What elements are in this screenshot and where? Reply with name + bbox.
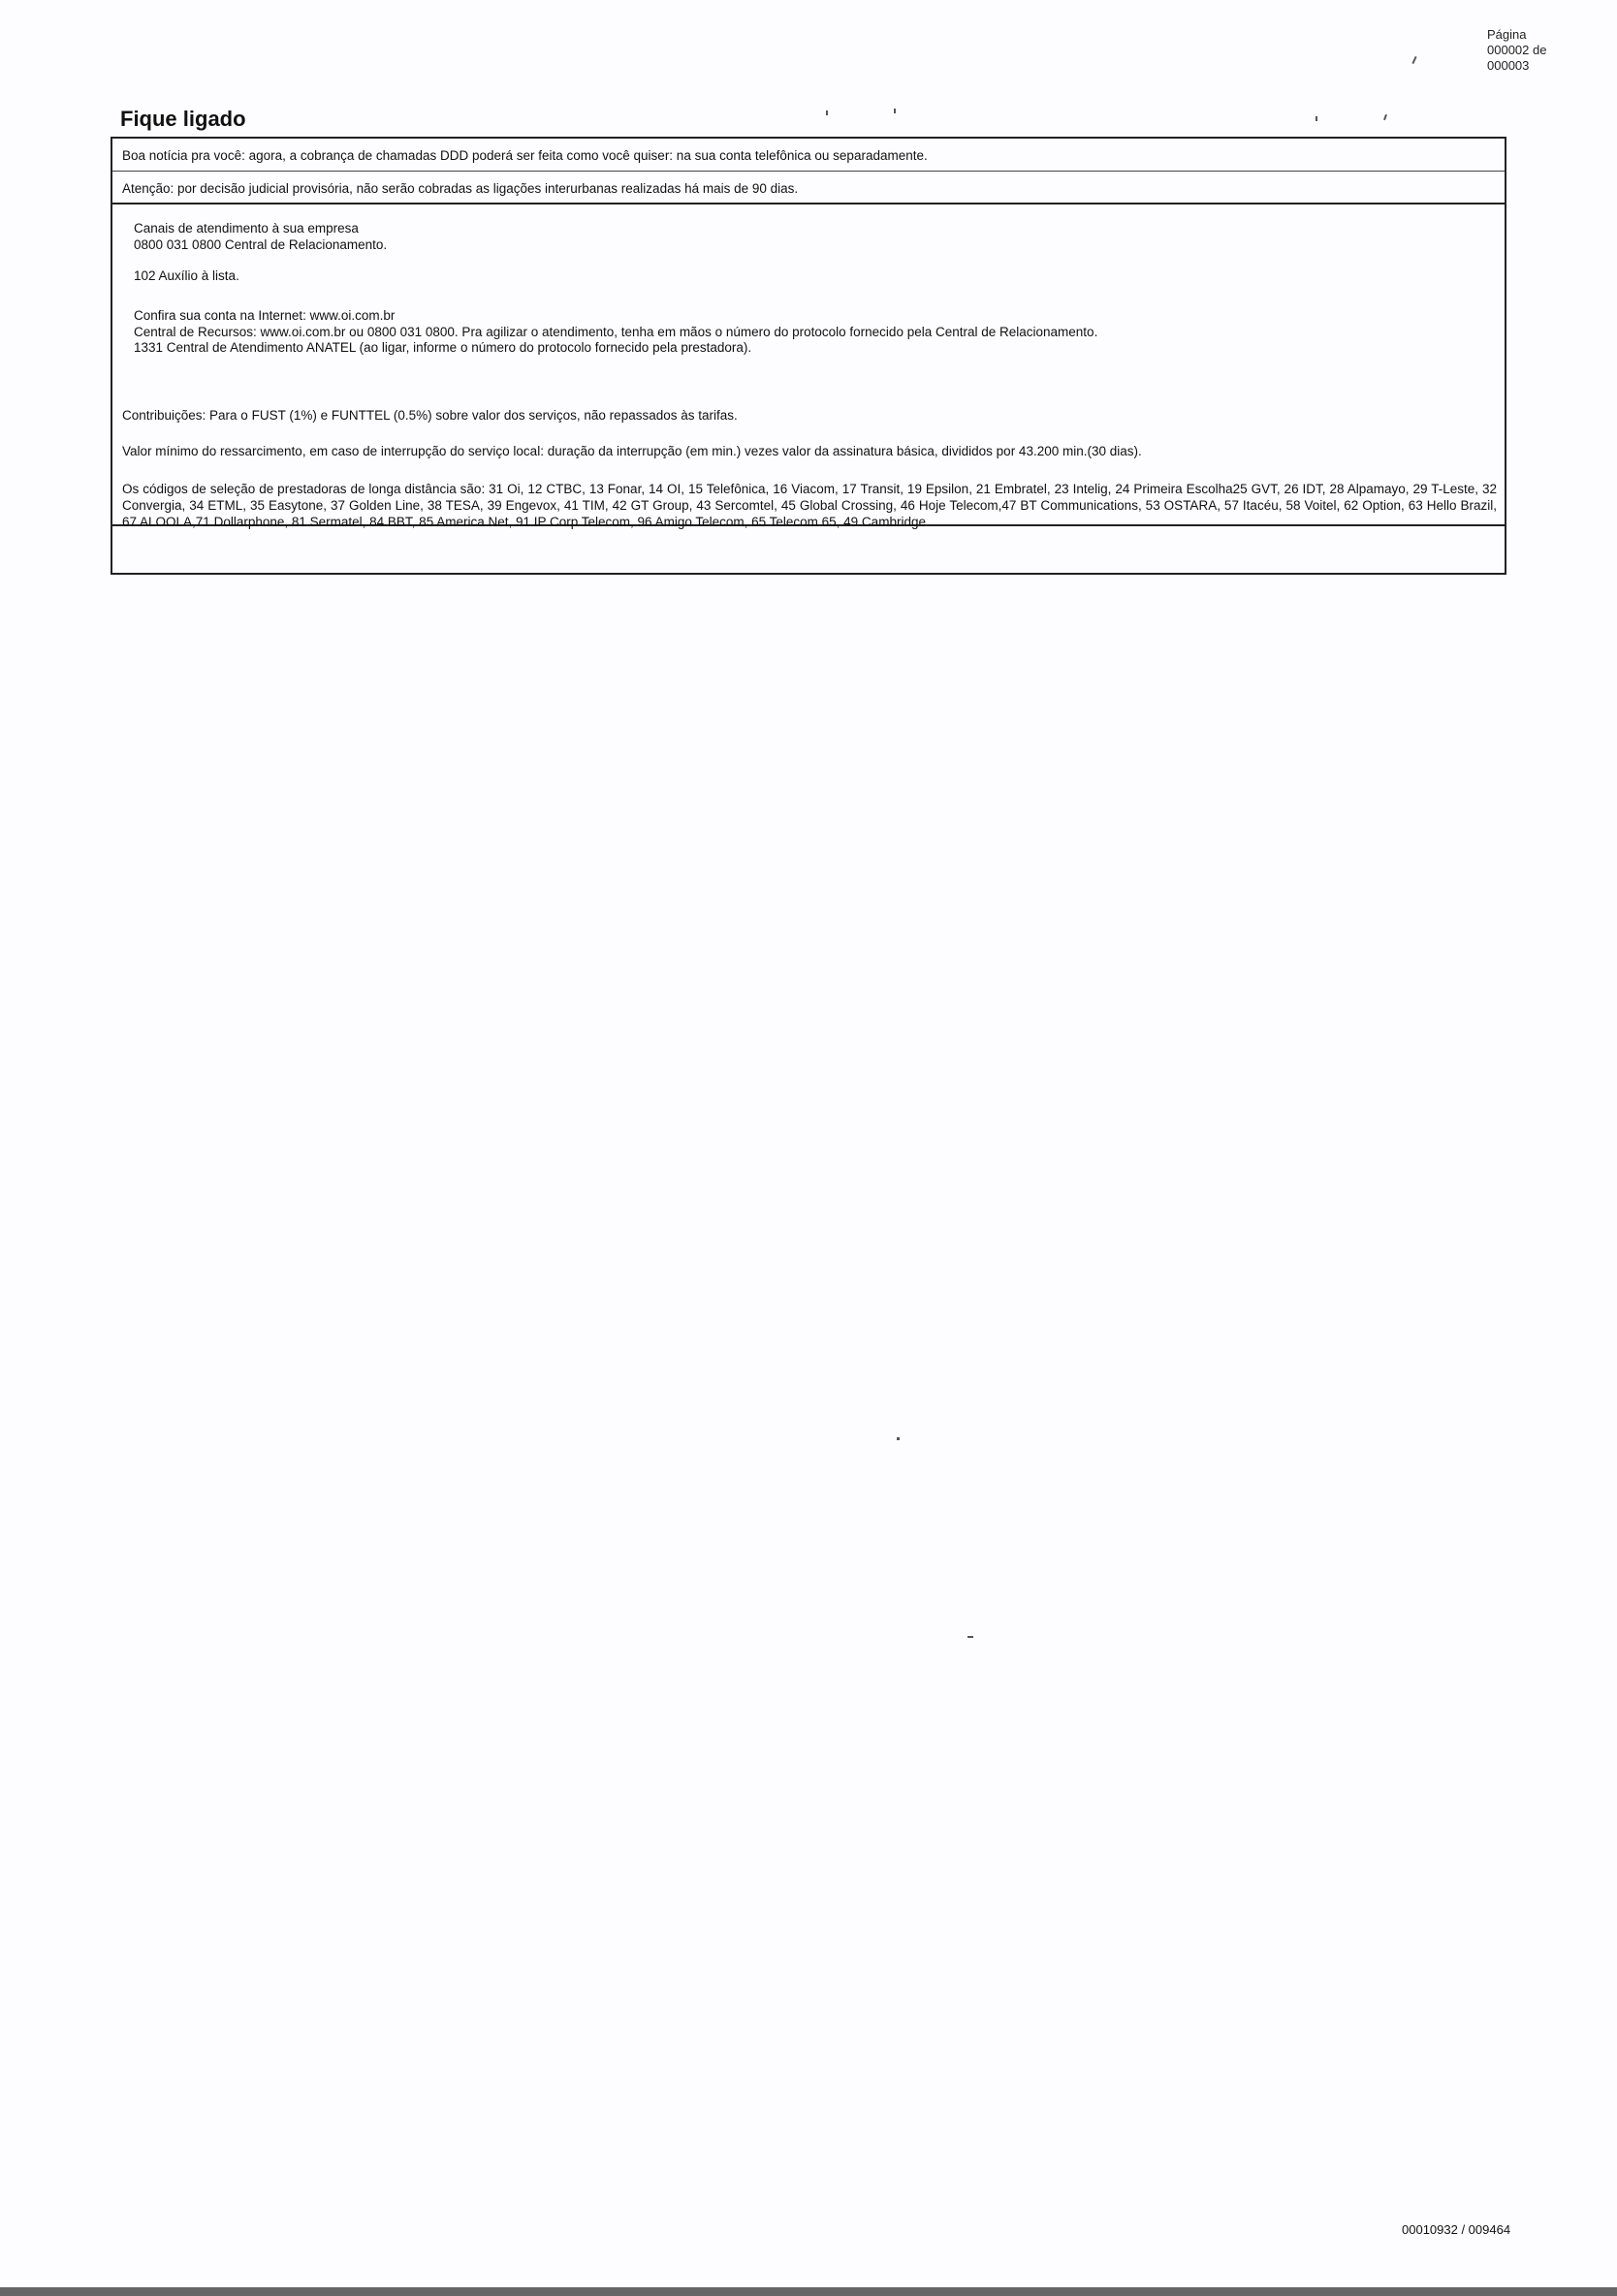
info-codigos-prestadoras: Os códigos de seleção de prestadoras de longa distância são: 31 Oi, 12 CTBC, 13 Fonar, 14 OI, 15 Telefônica, 16 Viacom, 17 Transit, 19 Epsilon, 21 Embratel, 23 Intelig, 24 Primeira Escolha25 GVT, 26 IDT, 28 Alpamayo, 29 T-Leste, 32 Convergia, 34 ETML, 35 Easytone, 37 Golden Line, 38 TESA, 39 Engevox, 41 TIM, 42 GT Group, 43 Sercomtel, 45 Global Crossing, 46 Hoje Telecom,47 BT Communications, 53 OSTARA, 57 Itacéu, 58 Voitel, 62 Option, 63 Hello Brazil, 67 ALOOLA,71 Dollarphone, 81 Sermatel, 84 BBT, 85 America Net, 91 IP Corp Telecom, 96 Amigo Telecom, 65 Telecom 65, 49 Cambridge. bbox=[122, 482, 1497, 529]
scan-edge-band bbox=[0, 2287, 1617, 2296]
channel-anatel: 1331 Central de Atendimento ANATEL (ao ligar, informe o número do protocolo fornecido pela prestadora). bbox=[134, 340, 752, 355]
channel-central-recursos: Central de Recursos: www.oi.com.br ou 0800 031 0800. Pra agilizar o atendimento, tenha em mãos o número do protocolo fornecido pela Central de Relacionamento. bbox=[134, 325, 1098, 339]
scan-speck bbox=[826, 110, 828, 115]
info-contribuicoes: Contribuições: Para o FUST (1%) e FUNTTEL (0.5%) sobre valor dos serviços, não repassados às tarifas. bbox=[122, 408, 738, 423]
info-ressarcimento: Valor mínimo do ressarcimento, em caso de interrupção do serviço local: duração da interrupção (em min.) vezes valor da assinatura básica, divididos por 43.200 min.(30 dias). bbox=[122, 444, 1142, 458]
notice-row bbox=[112, 139, 1505, 172]
channel-central-relacionamento: 0800 031 0800 Central de Relacionamento. bbox=[134, 237, 388, 252]
document-code: 00010932 / 009464 bbox=[1402, 2222, 1511, 2237]
page-total: 000003 bbox=[1487, 58, 1530, 73]
scan-speck bbox=[1316, 116, 1317, 121]
service-channels-section bbox=[112, 204, 1505, 529]
page-label: Página bbox=[1487, 27, 1527, 42]
bottom-spacer-row bbox=[112, 526, 1505, 573]
scan-speck bbox=[967, 1636, 973, 1638]
channels-heading: Canais de atendimento à sua empresa bbox=[134, 221, 359, 236]
scan-speck bbox=[1383, 114, 1387, 120]
page-number bbox=[1487, 27, 1594, 74]
notice-row bbox=[112, 172, 1505, 204]
section-title: Fique ligado bbox=[120, 107, 246, 131]
page-current: 000002 de bbox=[1487, 43, 1547, 57]
scan-speck bbox=[894, 109, 896, 113]
notice-boa-noticia: Boa notícia pra você: agora, a cobrança de chamadas DDD poderá ser feita como você quiser: na sua conta telefônica ou separadamente. bbox=[122, 148, 928, 163]
info-box bbox=[111, 137, 1506, 575]
channel-internet: Confira sua conta na Internet: www.oi.com.br bbox=[134, 308, 396, 323]
scan-speck bbox=[1411, 56, 1416, 64]
notice-atencao: Atenção: por decisão judicial provisória, não serão cobradas as ligações interurbanas realizadas há mais de 90 dias. bbox=[122, 181, 799, 196]
channel-auxilio-lista: 102 Auxílio à lista. bbox=[134, 268, 239, 283]
scan-speck bbox=[897, 1437, 900, 1440]
